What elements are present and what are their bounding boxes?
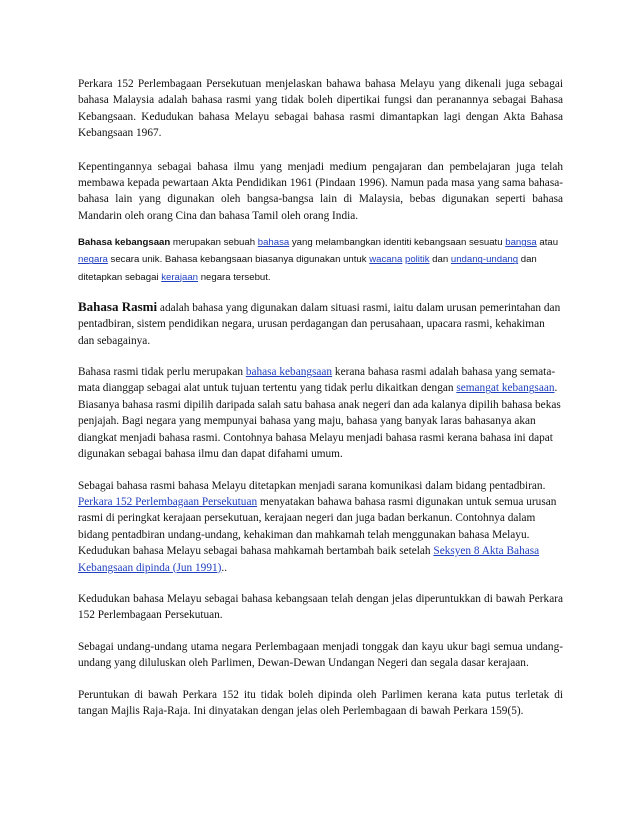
link-semangat-kebangsaan[interactable]: semangat kebangsaan xyxy=(456,382,555,395)
link-undang-undang[interactable]: undang-undang xyxy=(450,254,519,266)
paragraph-1: Perkara 152 Perlembagaan Persekutuan menjelaskan bahawa bahasa Melayu yang dikenali juga sebagai bahasa Malaysia adalah bahasa rasmi yang tidak boleh dipertikai fungsi dan peranannya sebagai Bahasa Kebangsaan. Kedudukan bahasa Melayu sebagai bahasa rasmi dimantapkan lagi dengan Akta Bahasa Kebangsaan 1967. xyxy=(78,78,563,140)
link-bahasa-kebangsaan[interactable]: bahasa kebangsaan xyxy=(245,366,333,379)
paragraph-8: Sebagai undang-undang utama negara Perlembagaan menjadi tonggak dan kayu ukur bagi semua undang-undang yang diluluskan oleh Parlimen, Dewan-Dewan Undangan Negeri dan segala dasar kerajaan. xyxy=(78,640,563,670)
link-politik[interactable]: politik xyxy=(404,254,430,266)
paragraph-4: Bahasa Rasmi adalah bahasa yang digunakan dalam situasi rasmi, iaitu dalam urusan pemerintahan dan pentadbiran, sistem pendidikan negara, urusan perdagangan dan perusahaan, upacara rasmi, kehakiman dan sebagainya. xyxy=(78,298,561,347)
paragraph-5: Bahasa rasmi tidak perlu merupakan bahasa kebangsaan kerana bahasa rasmi adalah bahasa yang semata-mata dianggap sebagai alat untuk tujuan tertentu yang tidak perlu dikaitkan dengan semangat kebangsaan. Biasanya bahasa rasmi dipilih daripada salah satu bahasa anak negeri dan ada kalanya dipilih bahasa bekas penjajah. Bagi negara yang mempunyai bahasa yang maju, bahasa yang banyak laras bahasanya akan diangkat menjadi bahasa rasmi. Contohnya bahasa Melayu menjadi bahasa rasmi kerana bahasa ini dapat digunakan sebagai bahasa ilmu dan dapat difahami umum. xyxy=(78,366,561,461)
term-bahasa-rasmi: Bahasa Rasmi xyxy=(78,298,158,314)
document-page xyxy=(78,76,563,719)
link-bangsa[interactable]: bangsa xyxy=(505,237,537,249)
link-seksyen-8[interactable]: Seksyen 8 Akta Bahasa Kebangsaan dipinda (Jun 1991) xyxy=(78,545,540,574)
link-wacana[interactable]: wacana xyxy=(369,254,403,266)
paragraph-7: Kedudukan bahasa Melayu sebagai bahasa kebangsaan telah dengan jelas diperuntukkan di bawah Perkara 152 Perlembagaan Persekutuan. xyxy=(78,592,563,622)
link-perkara-152[interactable]: Perkara 152 Perlembagaan Persekutuan xyxy=(78,495,258,508)
term-bahasa-kebangsaan: Bahasa kebangsaan xyxy=(78,237,171,249)
link-kerajaan[interactable]: kerajaan xyxy=(161,271,199,283)
link-bahasa[interactable]: bahasa xyxy=(257,237,290,249)
paragraph-6: Sebagai bahasa rasmi bahasa Melayu ditetapkan menjadi sarana komunikasi dalam bidang pentadbiran. Perkara 152 Perlembagaan Persekutuan menyatakan bahawa bahasa rasmi digunakan untuk semua urusan rasmi di peringkat kerajaan persekutuan, kerajaan negeri dan juga badan berkanun. Contohnya dalam bidang pentadbiran undang-undang, kehakiman dan mahkamah telah menggunakan bahasa Melayu. Kedudukan bahasa Melayu sebagai bahasa mahkamah bertambah baik setelah Seksyen 8 Akta Bahasa Kebangsaan dipinda (Jun 1991).. xyxy=(78,479,557,574)
paragraph-2: Kepentingannya sebagai bahasa ilmu yang menjadi medium pengajaran dan pembelajaran juga telah membawa kepada pewartaan Akta Pendidikan 1961 (Pindaan 1996). Namun pada masa yang sama bahasa-bahasa lain yang digunakan oleh bangsa-bangsa lain di Malaysia, bebas digunakan seperti bahasa Mandarin oleh orang Cina dan bahasa Tamil oleh orang India. xyxy=(78,160,563,222)
link-negara[interactable]: negara xyxy=(78,254,108,266)
paragraph-9: Peruntukan di bawah Perkara 152 itu tidak boleh dipinda oleh Parlimen kerana kata putus terletak di tangan Majlis Raja-Raja. Ini dinyatakan dengan jelas oleh Perlembagaan di bawah Perkara 159(5). xyxy=(78,688,563,717)
paragraph-3: Bahasa kebangsaan merupakan sebuah bahasa yang melambangkan identiti kebangsaan sesuatu bangsa atau negara secara unik. Bahasa kebangsaan biasanya digunakan untuk wacana politik dan undang-undang dan ditetapkan sebagai kerajaan negara tersebut. xyxy=(78,237,559,283)
